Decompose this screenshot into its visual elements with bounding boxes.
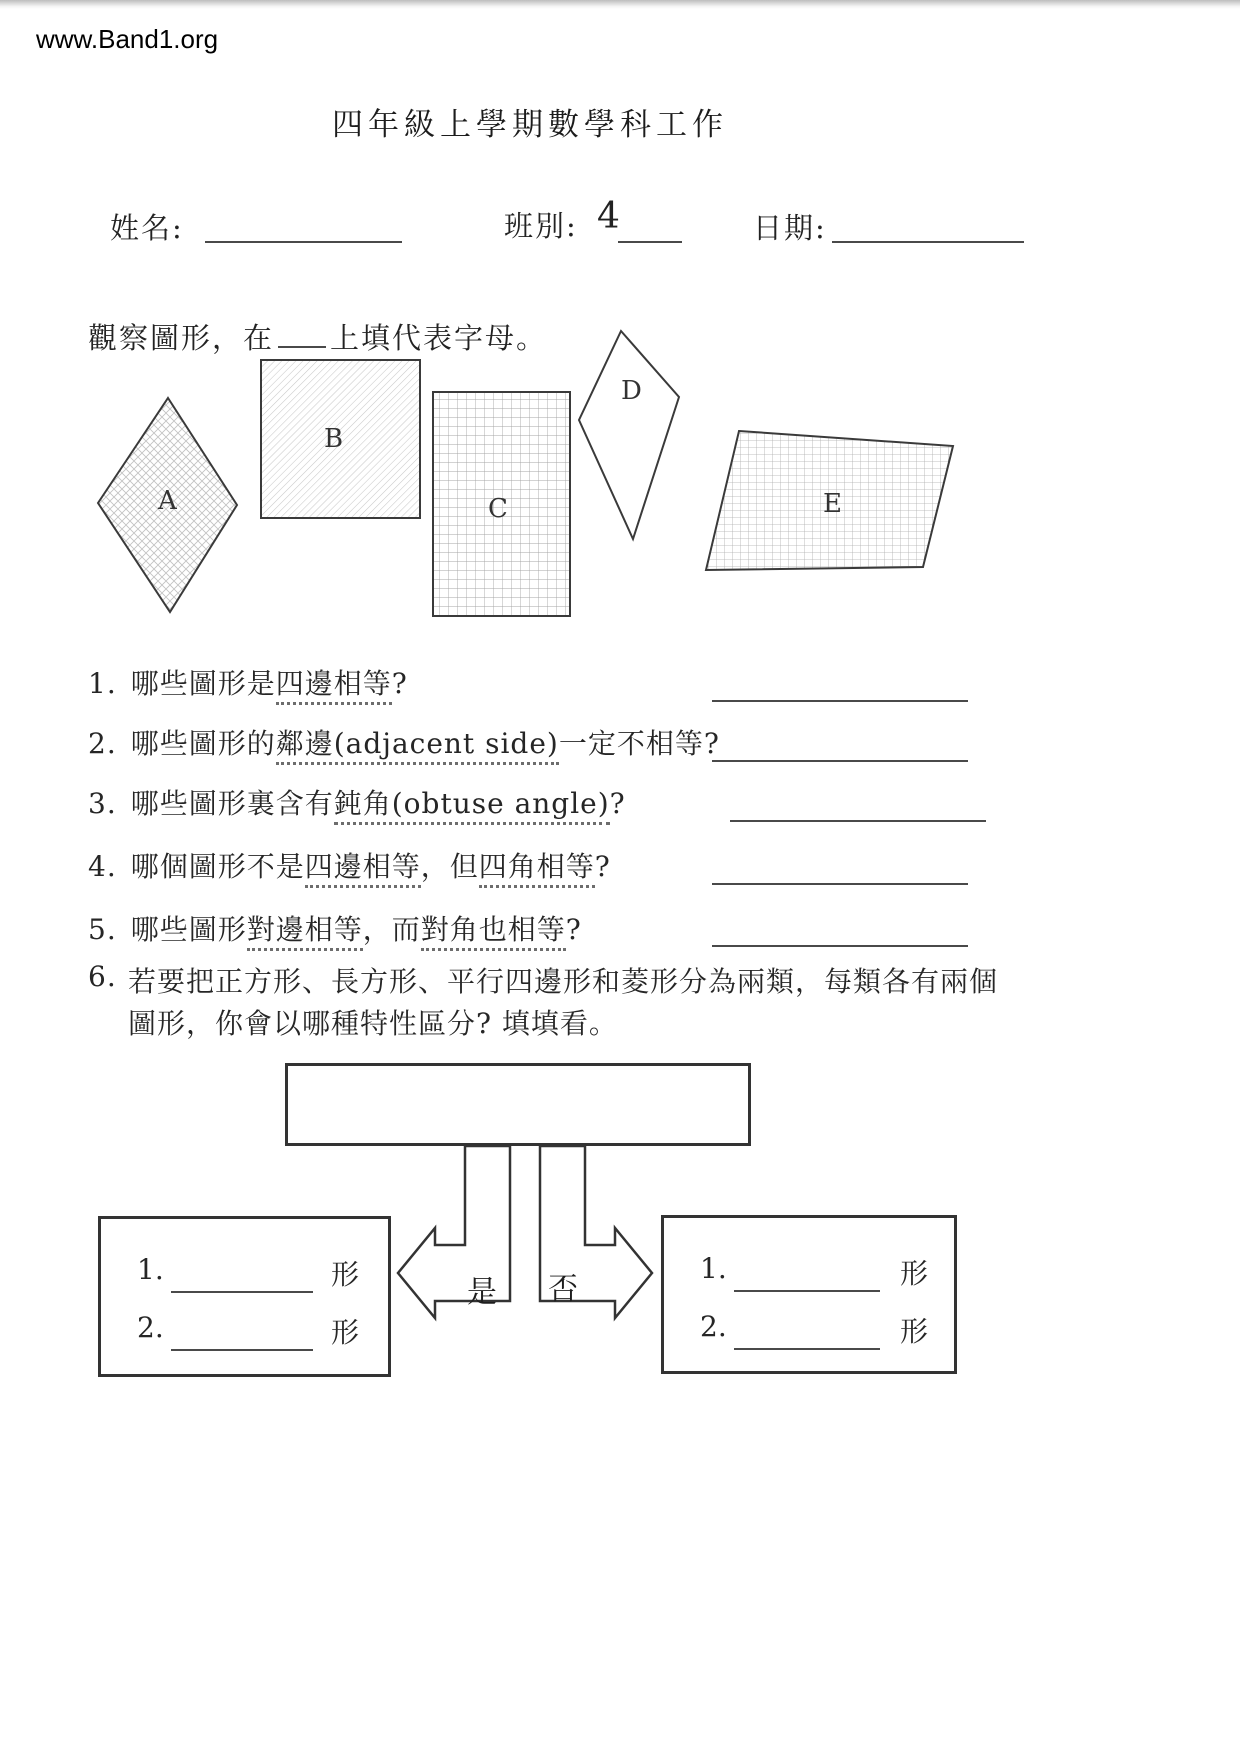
no-box-item-2-number: 2. <box>700 1310 727 1343</box>
question-segment: 對邊相等 <box>247 913 363 951</box>
class-label: 班別: <box>504 209 578 243</box>
instruction-blank[interactable] <box>278 319 326 348</box>
yes-answer-box <box>98 1216 391 1377</box>
answer-line-3[interactable] <box>730 820 986 822</box>
yes-box-item-2-number: 2. <box>137 1311 164 1344</box>
question-segment: ，而 <box>362 913 421 946</box>
class-blank[interactable] <box>618 241 682 243</box>
question-2 <box>88 722 720 762</box>
class-value: 4 <box>597 196 620 237</box>
answer-line-1[interactable] <box>712 700 968 702</box>
no-label: 否 <box>548 1272 578 1307</box>
name-label: 姓名: <box>110 211 184 245</box>
question-3 <box>88 782 626 822</box>
criteria-box[interactable] <box>285 1063 751 1146</box>
scan-artifact-top <box>0 0 1240 9</box>
question-segment: 哪些圖形的 <box>130 727 276 760</box>
no-box-item-1-number: 1. <box>700 1252 727 1285</box>
question-4-number: 4. <box>88 850 117 883</box>
question-6-line1: 若要把正方形、長方形、平行四邊形和菱形分為兩類，每類各有兩個 <box>128 965 999 998</box>
question-segment: 哪些圖形裏含有 <box>130 787 334 820</box>
instruction <box>88 316 547 357</box>
question-1-number: 1. <box>88 667 117 700</box>
date-blank[interactable] <box>832 241 1024 243</box>
no-box-item-2-suffix: 形 <box>900 1315 930 1348</box>
yes-box-item-1-blank[interactable] <box>171 1291 313 1293</box>
yes-box-item-1-number: 1. <box>137 1253 164 1286</box>
yes-box-item-1-suffix: 形 <box>331 1258 361 1291</box>
question-segment: 鄰邊(adjacent side) <box>276 727 559 765</box>
question-3-number: 3. <box>88 787 117 820</box>
question-4 <box>88 845 611 885</box>
answer-line-2[interactable] <box>712 760 968 762</box>
yes-box-item-2-blank[interactable] <box>171 1349 313 1351</box>
name-blank[interactable] <box>205 241 402 243</box>
question-segment: 哪些圖形是 <box>130 667 276 700</box>
instruction-post: 上填代表字母。 <box>330 321 548 355</box>
no-box-item-2-blank[interactable] <box>734 1348 880 1350</box>
flowchart-arrows <box>388 1144 662 1326</box>
question-segment: 四邊相等 <box>276 667 392 705</box>
question-6-number: 6. <box>88 960 117 993</box>
question-segment: 哪些圖形 <box>130 913 247 946</box>
question-segment: ? <box>609 787 626 820</box>
question-segment: 哪個圖形不是 <box>130 850 305 883</box>
question-segment: ? <box>391 667 408 700</box>
answer-line-4[interactable] <box>712 883 968 885</box>
yes-box-item-2-suffix: 形 <box>331 1316 361 1349</box>
question-1 <box>88 662 408 702</box>
instruction-pre: 觀察圖形，在 <box>88 321 275 355</box>
shape-c-label: C <box>488 494 508 524</box>
shape-d-kite <box>575 327 685 543</box>
shape-b-label: B <box>324 424 344 454</box>
question-segment: ，但 <box>420 850 479 883</box>
no-box-item-1-suffix: 形 <box>900 1257 930 1290</box>
question-2-number: 2. <box>88 727 117 760</box>
no-box-item-1-blank[interactable] <box>734 1290 880 1292</box>
question-segment: 四邊相等 <box>305 850 421 888</box>
question-segment: 對角也相等 <box>421 913 566 951</box>
question-5 <box>88 908 582 948</box>
question-5-number: 5. <box>88 913 117 946</box>
question-segment: ? <box>565 913 582 946</box>
shape-a-label: A <box>158 486 177 516</box>
question-segment: 一定不相等? <box>558 727 720 760</box>
question-segment: 鈍角(obtuse angle) <box>334 787 610 825</box>
yes-label: 是 <box>467 1275 497 1310</box>
site-watermark: www.Band1.org <box>36 24 219 54</box>
shape-d-label: D <box>621 376 642 406</box>
answer-line-5[interactable] <box>712 945 968 947</box>
date-label: 日期: <box>753 211 827 245</box>
question-6-line2: 圖形，你會以哪種特性區分? 填填看。 <box>128 1007 618 1040</box>
kite-outline <box>579 331 679 539</box>
question-segment: 四角相等 <box>479 850 595 888</box>
question-segment: ? <box>594 850 611 883</box>
page-title: 四年級上學期數學科工作 <box>332 107 728 143</box>
shape-e-label: E <box>823 489 842 519</box>
no-answer-box <box>661 1215 957 1374</box>
